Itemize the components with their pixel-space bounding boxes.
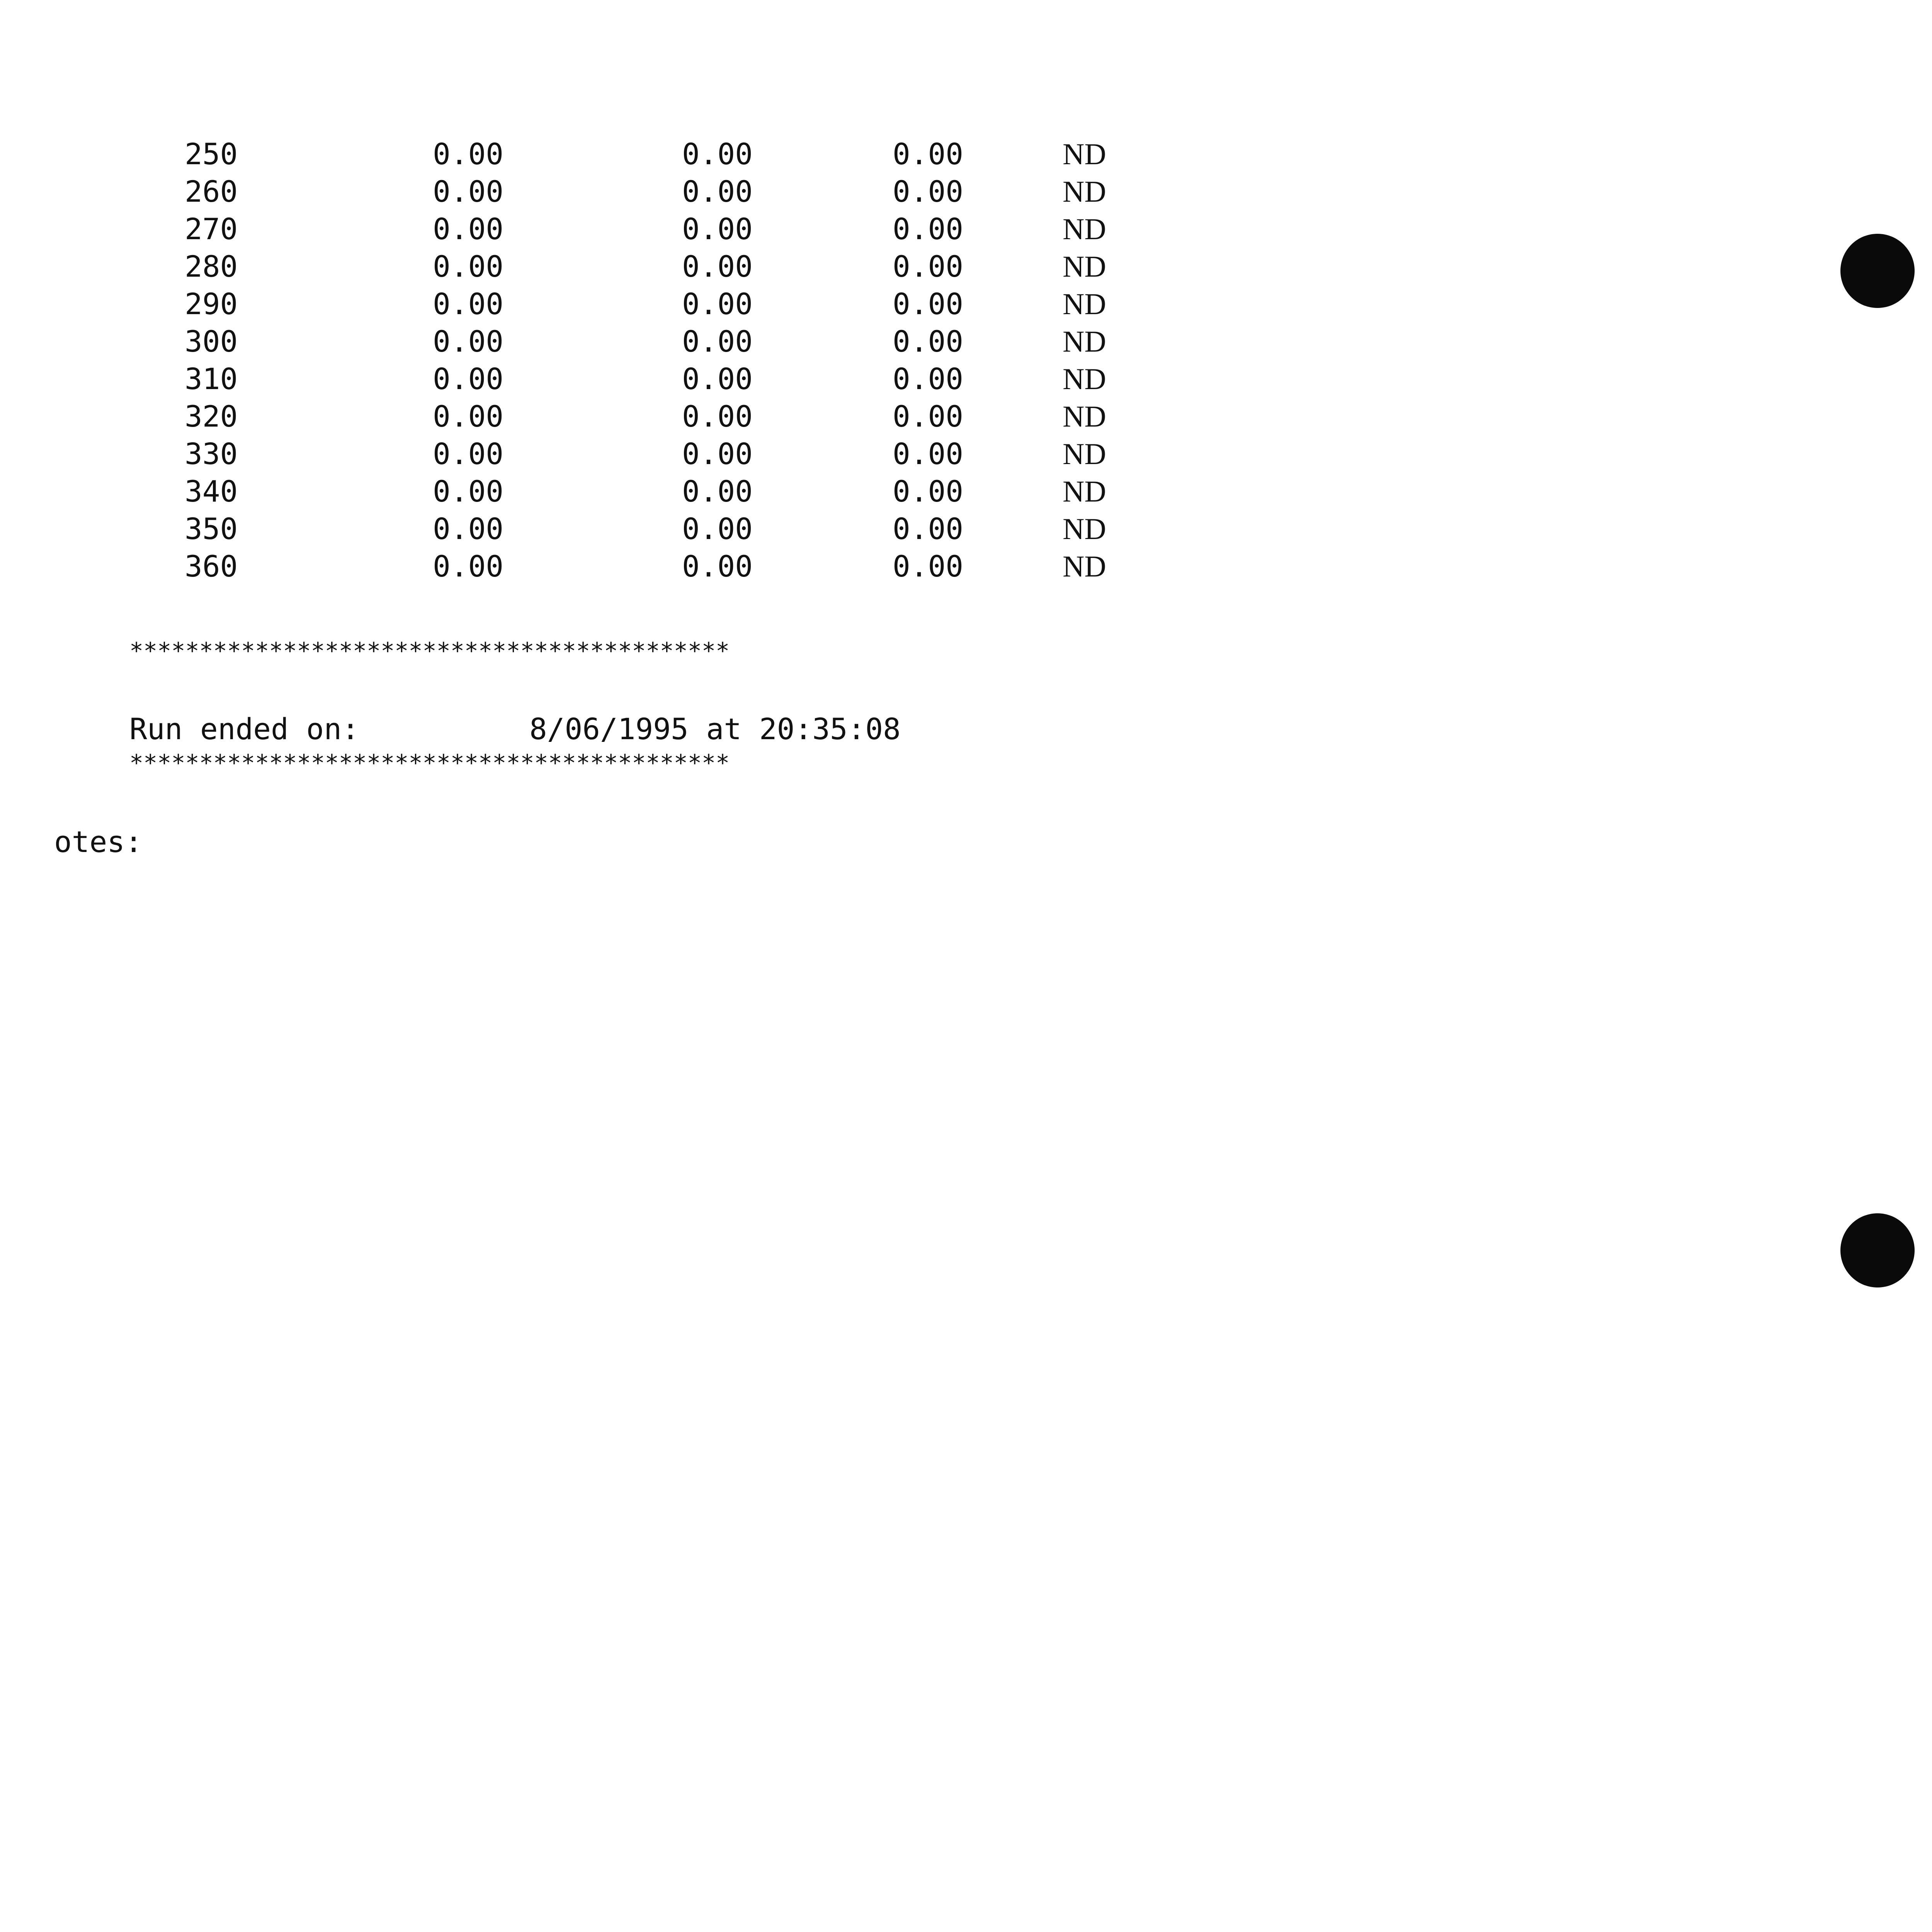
value-col-3: 0.00 [893, 137, 964, 171]
notes-label: otes: [54, 825, 143, 859]
value-col-3: 0.00 [893, 249, 964, 284]
value-col-3: 0.00 [893, 362, 964, 396]
data-table [0, 135, 1159, 585]
value-col-1: 0.00 [433, 437, 504, 471]
value-col-3: 0.00 [893, 287, 964, 321]
value-col-1: 0.00 [433, 324, 504, 359]
flag-value: ND [1063, 287, 1106, 321]
flag-value: ND [1063, 212, 1106, 246]
value-col-3: 0.00 [893, 324, 964, 359]
depth-value: 350 [185, 512, 238, 546]
depth-value: 280 [185, 249, 238, 284]
depth-value: 340 [185, 474, 238, 509]
value-col-3: 0.00 [893, 437, 964, 471]
value-col-1: 0.00 [433, 287, 504, 321]
run-ended-label: Run ended on: [129, 712, 359, 746]
table-row [0, 323, 1159, 360]
value-col-2: 0.00 [682, 474, 753, 509]
value-col-3: 0.00 [893, 474, 964, 509]
flag-value: ND [1063, 175, 1106, 208]
table-row [0, 210, 1159, 248]
punch-hole-middle [1840, 1213, 1915, 1287]
flag-value: ND [1063, 437, 1106, 471]
value-col-3: 0.00 [893, 512, 964, 546]
table-row [0, 510, 1159, 548]
value-col-1: 0.00 [433, 399, 504, 434]
value-col-3: 0.00 [893, 212, 964, 246]
value-col-2: 0.00 [682, 212, 753, 246]
depth-value: 330 [185, 437, 238, 471]
table-row [0, 360, 1159, 398]
flag-value: ND [1063, 549, 1106, 583]
flag-value: ND [1063, 325, 1106, 358]
depth-value: 360 [185, 549, 238, 583]
depth-value: 320 [185, 399, 238, 434]
separator-top: ******************************************* [129, 638, 730, 665]
flag-value: ND [1063, 250, 1106, 283]
flag-value: ND [1063, 512, 1106, 546]
depth-value: 250 [185, 137, 238, 171]
value-col-2: 0.00 [682, 287, 753, 321]
depth-value: 310 [185, 362, 238, 396]
run-ended-timestamp: 8/06/1995 at 20:35:08 [529, 712, 901, 746]
value-col-2: 0.00 [682, 399, 753, 434]
value-col-1: 0.00 [433, 512, 504, 546]
value-col-3: 0.00 [893, 174, 964, 209]
value-col-3: 0.00 [893, 549, 964, 583]
value-col-2: 0.00 [682, 512, 753, 546]
value-col-3: 0.00 [893, 399, 964, 434]
table-row [0, 398, 1159, 435]
value-col-1: 0.00 [433, 174, 504, 209]
table-row [0, 285, 1159, 323]
depth-value: 300 [185, 324, 238, 359]
value-col-1: 0.00 [433, 549, 504, 583]
flag-value: ND [1063, 362, 1106, 396]
value-col-2: 0.00 [682, 137, 753, 171]
flag-value: ND [1063, 474, 1106, 508]
value-col-1: 0.00 [433, 362, 504, 396]
flag-value: ND [1063, 400, 1106, 433]
separator-bottom: ******************************************* [129, 750, 730, 777]
value-col-2: 0.00 [682, 324, 753, 359]
depth-value: 290 [185, 287, 238, 321]
value-col-1: 0.00 [433, 212, 504, 246]
flag-value: ND [1063, 137, 1106, 171]
table-row [0, 548, 1159, 585]
run-ended-line [129, 710, 980, 748]
value-col-2: 0.00 [682, 174, 753, 209]
table-row [0, 135, 1159, 173]
value-col-2: 0.00 [682, 249, 753, 284]
value-col-2: 0.00 [682, 437, 753, 471]
value-col-1: 0.00 [433, 474, 504, 509]
depth-value: 260 [185, 174, 238, 209]
depth-value: 270 [185, 212, 238, 246]
table-row [0, 473, 1159, 510]
value-col-2: 0.00 [682, 362, 753, 396]
table-row [0, 248, 1159, 285]
value-col-1: 0.00 [433, 249, 504, 284]
value-col-1: 0.00 [433, 137, 504, 171]
table-row [0, 435, 1159, 473]
table-row [0, 173, 1159, 210]
punch-hole-top [1840, 234, 1915, 308]
value-col-2: 0.00 [682, 549, 753, 583]
